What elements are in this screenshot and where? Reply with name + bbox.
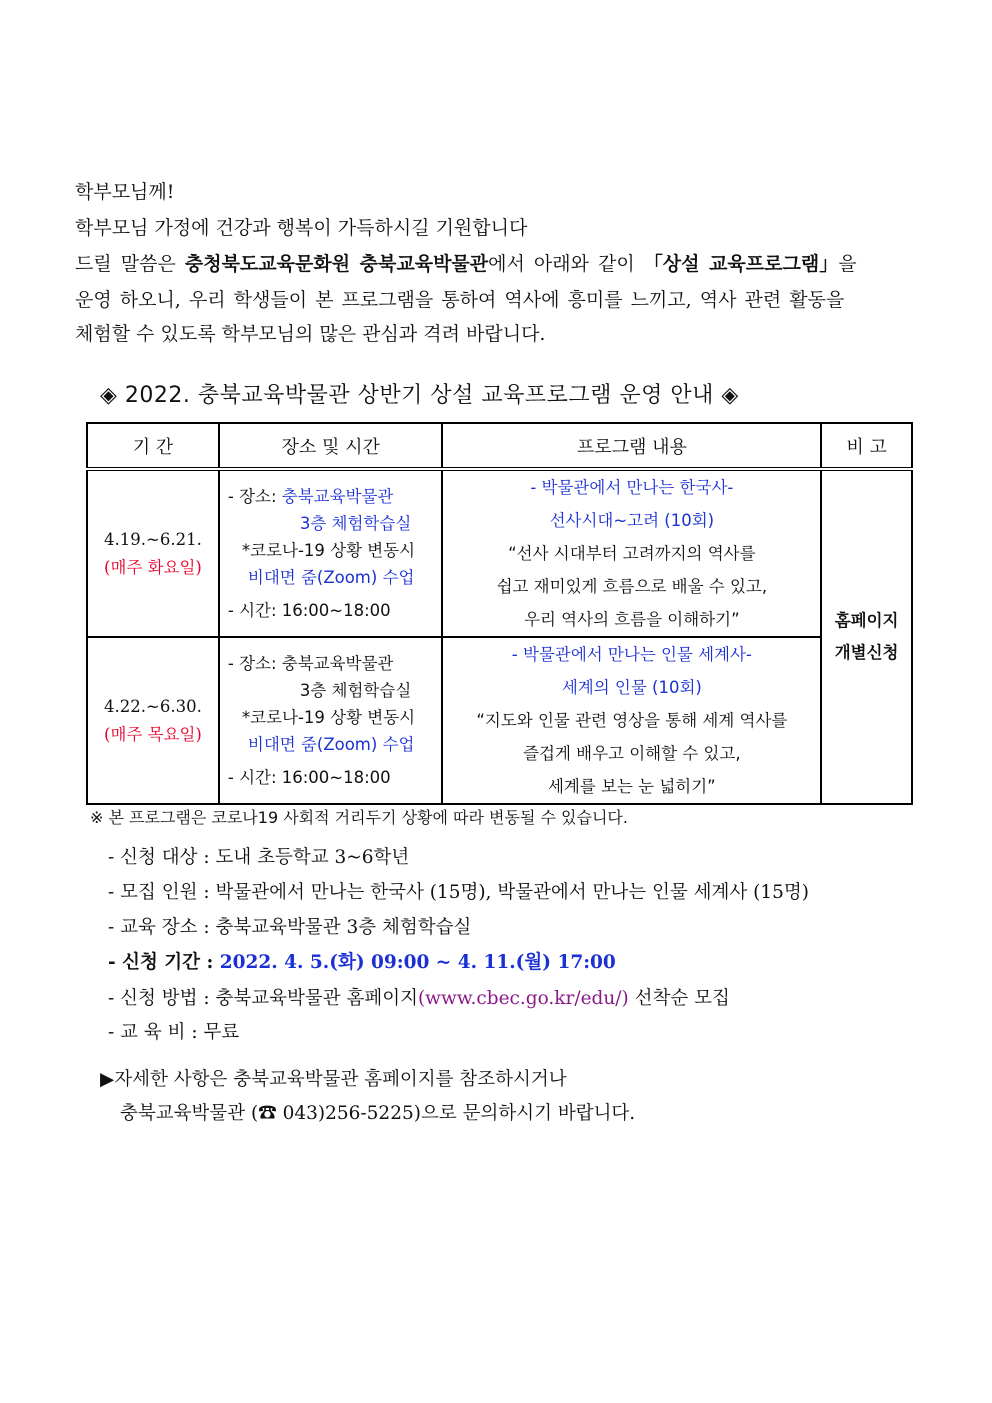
program-desc-line: “선사 시대부터 고려까지의 역사를 — [508, 544, 756, 563]
zoom-note: 비대면 줌(Zoom) 수업 — [247, 735, 415, 754]
place-room: 3층 체험학습실 — [299, 514, 412, 533]
header-place-time: 장소 및 시간 — [219, 423, 443, 469]
program-name: 「상설 교육프로그램」 — [643, 253, 839, 275]
page-title: ◈ 2022. 충북교육박물관 상반기 상설 교육프로그램 운영 안내 ◈ — [100, 383, 739, 408]
program-desc-line: 쉽고 재미있게 흐름으로 배울 수 있고, — [496, 577, 768, 596]
place-cell — [219, 637, 443, 804]
time-info: - 시간: 16:00~18:00 — [227, 768, 391, 787]
detail-period-value: 2022. 4. 5.(화) 09:00 ~ 4. 11.(월) 17:00 — [219, 952, 616, 973]
note-line1: 홈페이지 — [834, 611, 899, 630]
detail-method-post: 선착순 모집 — [628, 988, 730, 1009]
intro-line2 — [75, 246, 917, 282]
covid-note: *코로나-19 상황 변동시 — [241, 708, 416, 727]
period-day: (매주 목요일) — [104, 724, 202, 744]
period-cell — [87, 637, 219, 804]
program-cell — [442, 469, 821, 637]
program-desc-line: “지도와 인물 관련 영상을 통해 세계 역사를 — [476, 711, 788, 730]
program-desc-line: 세계를 보는 눈 넓히기” — [547, 777, 716, 796]
note-line2: 개별신청 — [834, 643, 899, 662]
intro-line3: 운영 하오니, 우리 학생들이 본 프로그램을 통하여 역사에 흥미를 느끼고, 역사 관련 활동을 — [75, 289, 845, 311]
footnote: ※ 본 프로그램은 코로나19 사회적 거리두기 상황에 따라 변동될 수 있습니다. — [90, 808, 628, 827]
table-row — [87, 637, 912, 804]
header-period: 기 간 — [87, 423, 219, 469]
intro-line4: 체험할 수 있도록 학부모님의 많은 관심과 격려 바랍니다. — [75, 323, 546, 345]
period-day: (매주 화요일) — [104, 557, 202, 577]
intro-line2-pre: 드릴 말씀은 — [75, 253, 185, 275]
table-row — [87, 469, 912, 637]
intro-line2-post: 을 — [838, 253, 857, 275]
greeting: 학부모님께! — [75, 181, 175, 203]
detail-recruit: - 모집 인원 : 박물관에서 만나는 한국사 (15명), 박물관에서 만나는 인물 세계사 (15명) — [108, 882, 810, 903]
program-subtitle: 선사시대~고려 (10회) — [549, 511, 715, 530]
zoom-note: 비대면 줌(Zoom) 수업 — [247, 568, 415, 587]
reference-line1: ▶자세한 사항은 충북교육박물관 홈페이지를 참조하시거나 — [100, 1069, 567, 1090]
table-header-row — [87, 423, 912, 469]
place-name: 충북교육박물관 — [281, 654, 394, 673]
organization-name: 충청북도교육문화원 충북교육박물관 — [184, 253, 489, 275]
detail-target: - 신청 대상 : 도내 초등학교 3~6학년 — [108, 847, 410, 868]
covid-note: *코로나-19 상황 변동시 — [241, 541, 416, 560]
intro-line1: 학부모님 가정에 건강과 행복이 가득하시길 기원합니다 — [75, 217, 528, 239]
program-table — [86, 422, 913, 805]
detail-period-label: - 신청 기간 : — [108, 952, 220, 973]
time-info: - 시간: 16:00~18:00 — [227, 601, 391, 620]
program-title: - 박물관에서 만나는 인물 세계사- — [511, 645, 752, 664]
note-cell — [821, 469, 912, 804]
place-label: - 장소: — [227, 487, 282, 506]
detail-method — [108, 981, 730, 1016]
place-room: 3층 체험학습실 — [299, 681, 412, 700]
header-note: 비 고 — [821, 423, 912, 469]
homepage-link[interactable]: (www.cbec.go.kr/edu/) — [417, 988, 629, 1009]
detail-fee: - 교 육 비 : 무료 — [108, 1022, 240, 1043]
program-subtitle: 세계의 인물 (10회) — [561, 678, 702, 697]
intro-line2-mid: 에서 아래와 같이 — [488, 253, 644, 275]
place-label: - 장소: — [227, 654, 282, 673]
program-desc-line: 즐겁게 배우고 이해할 수 있고, — [523, 744, 741, 763]
period-dates: 4.22.~6.30. — [104, 696, 202, 716]
place-name: 충북교육박물관 — [281, 487, 394, 506]
period-cell — [87, 469, 219, 637]
program-desc-line: 우리 역사의 흐름을 이해하기” — [524, 610, 740, 629]
detail-location: - 교육 장소 : 충북교육박물관 3층 체험학습실 — [108, 917, 472, 938]
period-dates: 4.19.~6.21. — [104, 529, 202, 549]
program-title: - 박물관에서 만나는 한국사- — [530, 478, 734, 497]
reference-line2: 충북교육박물관 (☎ 043)256-5225)으로 문의하시기 바랍니다. — [120, 1103, 636, 1124]
detail-period — [108, 945, 616, 980]
header-program: 프로그램 내용 — [442, 423, 821, 469]
place-cell — [219, 469, 443, 637]
detail-method-pre: - 신청 방법 : 충북교육박물관 홈페이지 — [108, 988, 418, 1009]
program-cell — [442, 637, 821, 804]
